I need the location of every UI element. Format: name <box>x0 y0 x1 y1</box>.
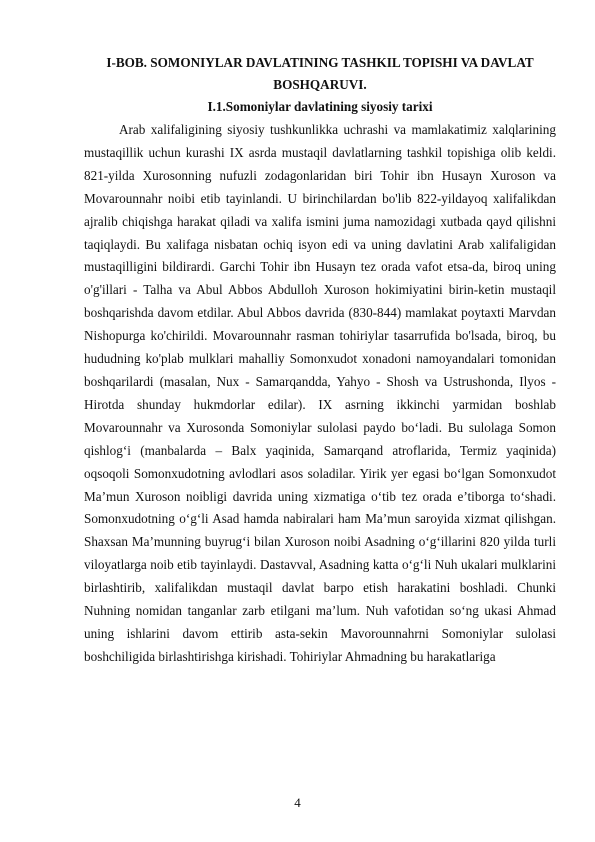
section-title: I.1.Somoniylar davlatining siyosiy tarixi <box>207 99 433 114</box>
document-page <box>84 52 556 669</box>
page-number: 4 <box>294 795 301 810</box>
body-paragraph: Arab xalifaligining siyosiy tushkunlikka uchrashi va mamlakatimiz xalqlarining mustaqillik uchun kurashi IX asrda mustaqil davlatlarning tashkil topishiga olib keldi. 821-yilda Xurosonning nufuzli zodagonlaridan biri Tohir ibn Husayn Xuroson va Movarounnahr noibi etib tayinlandi. U birinchilardan bo'lib 822-yildayoq xalifalikdan ajralib chiqishga harakat qiladi va xalifa ismini juma namozidagi xutbada qayd qilishni taqiqlaydi. Bu xalifaga nisbatan ochiq isyon edi va uning davlatini Arab xalifaligidan mustaqilligini bildirardi. Garchi Tohir ibn Husayn tez orada vafot etsa-da, biroq uning o'g'illari - Talha va Abul Abbos Abdulloh Xuroson hokimiyatini birin-ketin mustaqil boshqarishda davom etdilar. Abul Abbos davrida (830-844) mamlakat poytaxti Marvdan Nishopurga ko'chirildi. Movarounnahr rasman tohiriylar tasarrufida bo'lsada, biroq, bu hududning ko'plab mulklari mahalliy Somonxudot xonadoni namoyandalari tomonidan boshqarilardi (masalan, Nux - Samarqandda, Yahyo - Shosh va Ustrushonda, Ilyos - Hirotda shunday hukmdorlar edilar). IX asrning ikkinchi yarmidan boshlab Movarounnahr va Xurosonda Somoniylar sulolasi paydo bo‘ladi. Bu sulolaga Somon qishlog‘i (manbalarda – Balx yaqinida, Samarqand atroflarida, Termiz yaqinida) oqsoqoli Somonxudotning avlodlari asos soladilar. Yirik yer egasi bo‘lgan Somonxudot Ma’mun Xuroson noibligi davrida uning xizmatiga o‘tib tez orada e’tiborga to‘shadi. Somonxudotning o‘g‘li Asad hamda nabiralari ham Ma’mun saroyida xizmat qilishgan. Shaxsan Ma’munning buyrug‘i bilan Xuroson noibi Asadning o‘g‘illarini 820 yilda turli viloyatlarga noib etib tayinlaydi. Dastavval, Asadning katta o‘g‘li Nuh ukalari mulklarini birlashtirib, xalifalikdan mustaqil davlat barpo etish harakatini boshladi. Chunki Nuhning nomidan tanganlar zarb etilgani ma’lum. Nuh vafotidan so‘ng ukasi Ahmad uning ishlarini davom ettirib asta-sekin Mavorounnahrni Somoniylar sulolasi boshchiligida birlashtirishga kirishadi. Tohiriylar Ahmadning bu harakatlariga <box>84 122 556 664</box>
chapter-title: I-BOB. SOMONIYLAR DAVLATINING TASHKIL TOPISHI VA DAVLAT BOSHQARUVI. <box>106 55 534 92</box>
